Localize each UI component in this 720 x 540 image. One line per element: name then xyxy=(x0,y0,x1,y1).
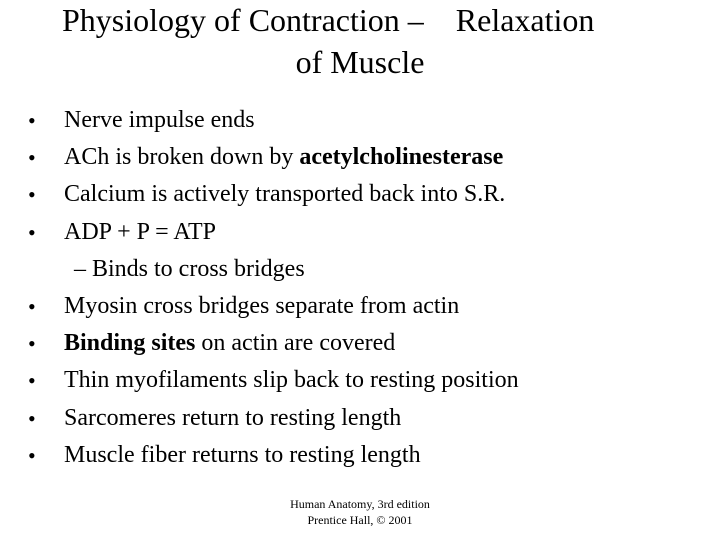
bullet-marker: • xyxy=(28,442,36,468)
bullet-item xyxy=(0,102,720,139)
bullet-marker: • xyxy=(28,331,36,357)
bullet-text xyxy=(64,139,503,176)
bullet-item xyxy=(0,176,720,213)
bullet-text xyxy=(64,362,519,399)
footer xyxy=(0,496,720,528)
bullet-item xyxy=(0,437,720,474)
bullet-marker: • xyxy=(28,405,36,431)
bullet-item xyxy=(0,139,720,176)
bullet-text-part: Thin myofilaments slip back to resting position xyxy=(64,367,519,394)
bullet-text xyxy=(64,400,401,437)
bullet-text-part: Muscle fiber returns to resting length xyxy=(64,441,421,468)
bullet-item xyxy=(0,214,720,251)
bullet-text xyxy=(64,102,255,139)
title-line-1: Physiology of Contraction – Relaxation xyxy=(62,2,595,38)
bold-term: Binding sites xyxy=(64,330,196,357)
title-line-2: of Muscle xyxy=(295,44,425,80)
bullet-text xyxy=(64,288,459,325)
bullet-item xyxy=(0,325,720,362)
bullet-text-part: Nerve impulse ends xyxy=(64,107,255,133)
bullet-marker: • xyxy=(28,182,36,208)
bullet-text-part: on actin are covered xyxy=(195,330,396,357)
bullet-marker: • xyxy=(28,219,36,245)
bullet-marker: • xyxy=(28,368,36,394)
bullet-text-part: – Binds to cross bridges xyxy=(74,255,305,282)
bullet-item xyxy=(0,288,720,325)
bullet-text-part: ACh is broken down by xyxy=(64,144,300,171)
bullet-item xyxy=(0,400,720,437)
bold-term: acetylcholinesterase xyxy=(299,144,504,171)
bullet-text xyxy=(64,437,421,474)
bullet-marker: • xyxy=(28,293,36,319)
bullet-list xyxy=(0,102,720,474)
bullet-text-part: Sarcomeres return to resting length xyxy=(64,404,402,431)
sub-bullet-item xyxy=(0,251,720,288)
bullet-text-part: Myosin cross bridges separate from actin xyxy=(64,292,460,319)
footer-line-2: Prentice Hall, © 2001 xyxy=(307,513,413,527)
bullet-text xyxy=(64,325,395,362)
bullet-text xyxy=(64,214,216,251)
bullet-marker: • xyxy=(28,145,36,171)
bullet-text xyxy=(74,251,305,288)
bullet-text-part: ADP + P = ATP xyxy=(64,218,217,245)
bullet-text xyxy=(64,176,505,213)
bullet-item xyxy=(0,362,720,399)
footer-line-1: Human Anatomy, 3rd edition xyxy=(290,497,430,511)
bullet-text-part: Calcium is actively transported back into S.R. xyxy=(64,181,506,208)
bullet-marker: • xyxy=(28,108,36,133)
